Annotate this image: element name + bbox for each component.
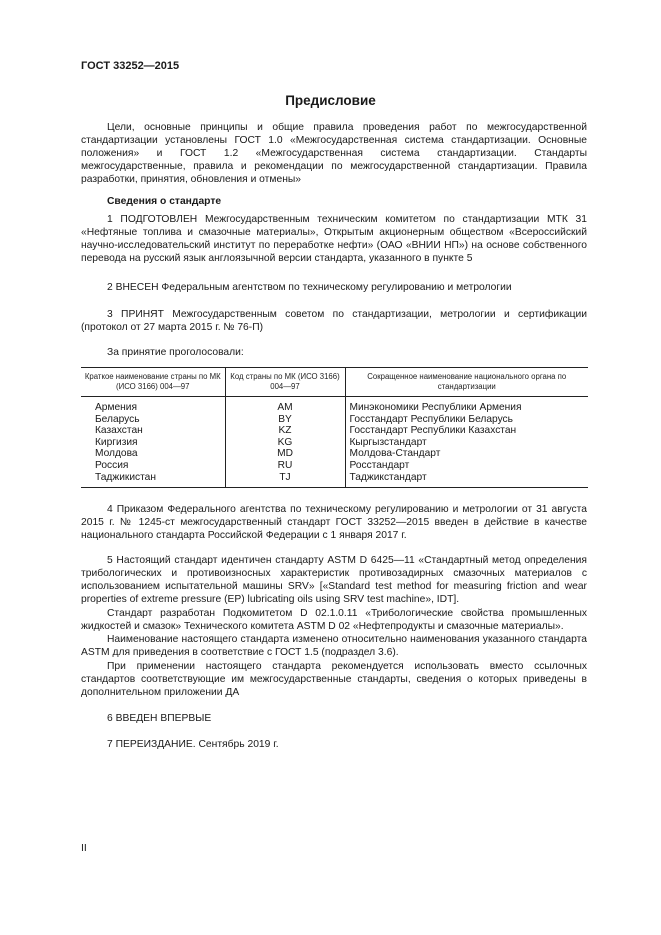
table-header-row (81, 368, 588, 397)
item-4-paragraph: 4 Приказом Федерального агентства по техническому регулированию и метрологии от 31 августа 2015 г. № 1245-ст межгосударственный стандарт ГОСТ 33252—2015 введен в действие в качестве национального стандарта Российской Федерации с 1 января 2017 г. (81, 504, 587, 541)
item-5-developer-note: Стандарт разработан Подкомитетом D 02.1.0.11 «Трибологические свойства промышленных жидкостей и смазок» Технического комитета ASTM D 02 «Нефтепродукты и смазочные материалы». (81, 608, 587, 632)
item-5-name-note: Наименование настоящего стандарта изменено относительно наименования указанного стандарта ASTM для приведения в соответствие с ГОСТ 1.5 (подраздел 3.6). (81, 634, 587, 658)
page-title: Предисловие (285, 93, 376, 108)
standards-body: Таджикстандарт (345, 472, 588, 488)
standards-body: Госстандарт Республики Казахстан (345, 425, 588, 437)
table-row (81, 448, 588, 460)
country-code: MD (225, 448, 345, 460)
item-5-references-note: При применении настоящего стандарта рекомендуется использовать вместо ссылочных стандартов соответствующие им межгосударственные стандарты, сведения о которых приведены в дополнительном приложении ДА (81, 661, 587, 698)
country-code: TJ (225, 472, 345, 488)
country-code: AM (225, 397, 345, 414)
country-name: Россия (95, 459, 129, 471)
intro-paragraph: Цели, основные принципы и общие правила проведения работ по межгосударственной стандартизации установлены ГОСТ 1.0 «Межгосударственная система стандартизации. Основные положения» и ГОСТ 1.2 «Межгосударственная система стандартизации. Стандарты межгосударственные, правила и рекомендации по межгосударственной стандартизации. Правила разработки, принятия, обновления и отмены» (81, 122, 587, 185)
item-1-paragraph: 1 ПОДГОТОВЛЕН Межгосударственным техническим комитетом по стандартизации МТК 31 «Нефтяные топлива и смазочные материалы», Открытым акционерным обществом «Всероссийский научно-исследовательский институт по переработке нефти» (ОАО «ВНИИ НП») на основе собственного перевода на русский язык англоязычной версии стандарта, указанного в пункте 5 (81, 214, 587, 264)
standards-body: Росстандарт (345, 460, 588, 472)
country-name: Армения (95, 402, 137, 413)
country-name: Киргизия (95, 436, 138, 448)
item-7-paragraph: 7 ПЕРЕИЗДАНИЕ. Сентябрь 2019 г. (107, 739, 279, 750)
header-standards-body: Сокращенное наименование национального органа по стандартизации (345, 368, 588, 397)
item-3-paragraph: 3 ПРИНЯТ Межгосударственным советом по стандартизации, метрологии и сертификации (протокол от 27 марта 2015 г. № 76-П) (81, 309, 587, 333)
vote-label: За принятие проголосовали: (107, 347, 244, 358)
voting-table (81, 367, 588, 488)
country-name: Таджикистан (81, 472, 225, 488)
country-code: RU (225, 460, 345, 472)
item-6-paragraph: 6 ВВЕДЕН ВПЕРВЫЕ (107, 713, 212, 724)
table-row (81, 437, 588, 449)
standards-body: Минэкономики Республики Армения (345, 397, 588, 414)
table-row (81, 472, 588, 488)
table-row (81, 414, 588, 426)
header-country-code: Код страны по МК (ИСО 3166) 004—97 (225, 368, 345, 397)
standards-body: Госстандарт Республики Беларусь (345, 414, 588, 426)
table-row (81, 397, 588, 414)
country-code: BY (225, 414, 345, 426)
table-row (81, 460, 588, 472)
country-name: Казахстан (95, 425, 143, 437)
standard-designation: ГОСТ 33252—2015 (81, 60, 180, 72)
item-2-paragraph: 2 ВНЕСЕН Федеральным агентством по техническому регулированию и метрологии (107, 282, 512, 293)
country-code: KG (225, 437, 345, 449)
standards-body: Молдова-Стандарт (345, 448, 588, 460)
country-name: Молдова (95, 448, 138, 460)
page-number: II (81, 842, 87, 854)
item-5-paragraph: 5 Настоящий стандарт идентичен стандарту ASTM D 6425—11 «Стандартный метод определения трибологических и противоизносных характеристик противозадирных смазочных материалов с использованием испытательной машины SRV» [«Standard test method for measuring friction and wear properties of extreme pressure (EP) lubricating oils using SRV test machine», IDT]. (81, 555, 587, 605)
header-country-name: Краткое наименование страны по МК (ИСО 3166) 004—97 (81, 368, 225, 397)
country-name: Беларусь (95, 413, 140, 425)
section-title: Сведения о стандарте (107, 196, 222, 207)
country-code: KZ (225, 425, 345, 437)
table-row (81, 425, 588, 437)
standards-body: Кыргызстандарт (345, 437, 588, 449)
